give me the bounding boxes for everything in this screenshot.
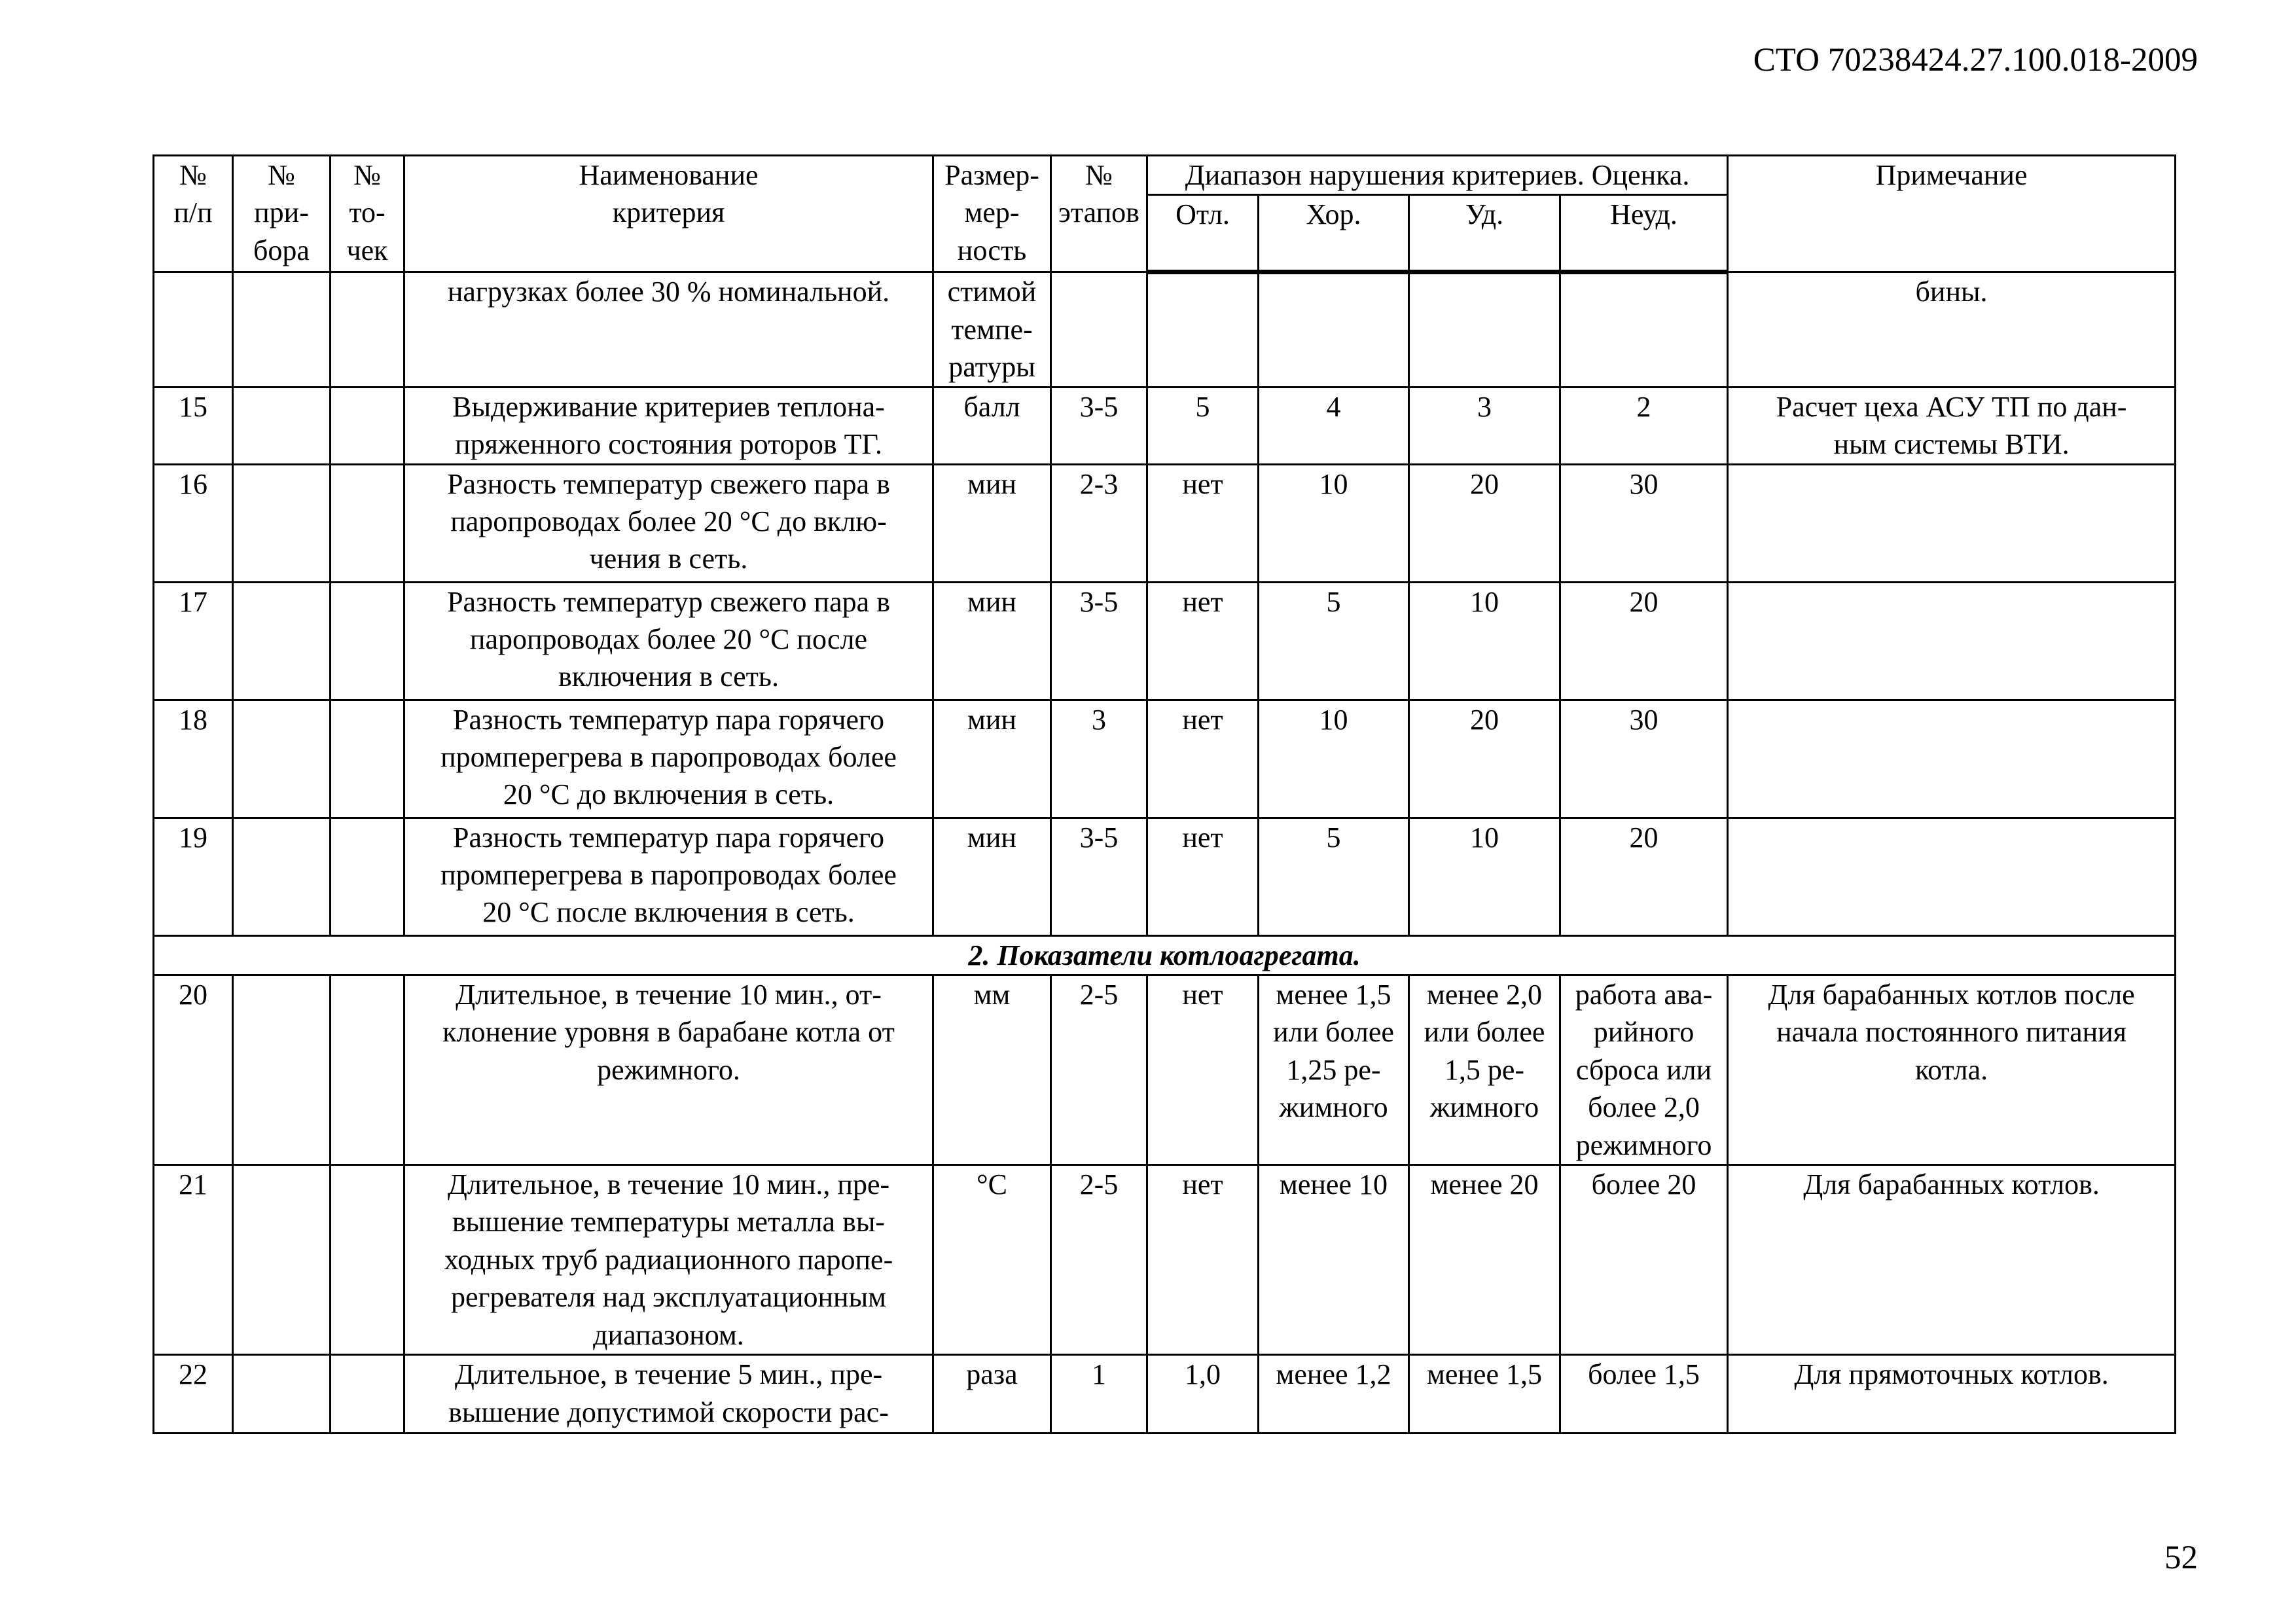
- cell-name: Длительное, в течение 10 мин., пре- вышение температуры металла вы- ходных труб радиационного паропе- регревателя над эксплуатационным диапазоном.: [404, 1165, 933, 1355]
- cell-name: Разность температур свежего пара в паропроводах более 20 °С после включения в сеть.: [404, 582, 933, 700]
- cell-stages: 2-5: [1051, 975, 1147, 1165]
- cell-unsatisfactory: более 1,5: [1560, 1355, 1728, 1434]
- header-note: Примечание: [1728, 156, 2176, 272]
- cell-unit: мин: [933, 700, 1051, 818]
- header-excellent: Отл.: [1147, 195, 1259, 272]
- header-unit: Размер- мер- ность: [933, 156, 1051, 272]
- cell-satisfactory: 10: [1409, 818, 1560, 935]
- cell-unsatisfactory: 20: [1560, 582, 1728, 700]
- page-number: 52: [2164, 1540, 2198, 1576]
- cell-unsatisfactory: 20: [1560, 818, 1728, 935]
- cell-point: [331, 272, 404, 387]
- table-row: [154, 1165, 2176, 1355]
- table-row: [154, 387, 2176, 464]
- cell-device: [233, 700, 331, 818]
- header-good: Хор.: [1259, 195, 1409, 272]
- cell-name: Разность температур пара горячего промперегрева в паропроводах более 20 °С до включения в сеть.: [404, 700, 933, 818]
- cell-satisfactory: 10: [1409, 582, 1560, 700]
- cell-point: [331, 1355, 404, 1434]
- cell-satisfactory: менее 20: [1409, 1165, 1560, 1355]
- cell-unsatisfactory: работа ава- рийного сброса или более 2,0 режимного: [1560, 975, 1728, 1165]
- table-row: [154, 700, 2176, 818]
- cell-name: Длительное, в течение 5 мин., пре- вышение допустимой скорости рас-: [404, 1355, 933, 1434]
- cell-excellent: нет: [1147, 818, 1259, 935]
- cell-excellent: нет: [1147, 582, 1259, 700]
- header-satisfactory: Уд.: [1409, 195, 1560, 272]
- cell-excellent: 5: [1147, 387, 1259, 464]
- cell-name: Выдерживание критериев теплона- пряженного состояния роторов ТГ.: [404, 387, 933, 464]
- cell-note: Для барабанных котлов.: [1728, 1165, 2176, 1355]
- cell-device: [233, 975, 331, 1165]
- cell-point: [331, 818, 404, 935]
- cell-excellent: 1,0: [1147, 1355, 1259, 1434]
- cell-note: Расчет цеха АСУ ТП по дан- ным системы ВТИ.: [1728, 387, 2176, 464]
- cell-point: [331, 582, 404, 700]
- cell-point: [331, 387, 404, 464]
- cell-stages: 3-5: [1051, 818, 1147, 935]
- cell-note: Для прямоточных котлов.: [1728, 1355, 2176, 1434]
- header-point: № то- чек: [331, 156, 404, 272]
- cell-stages: 2-5: [1051, 1165, 1147, 1355]
- cell-unsatisfactory: [1560, 272, 1728, 387]
- cell-device: [233, 818, 331, 935]
- cell-unit: мин: [933, 582, 1051, 700]
- cell-num: 21: [154, 1165, 233, 1355]
- cell-satisfactory: менее 2,0 или более 1,5 ре- жимного: [1409, 975, 1560, 1165]
- cell-good: [1259, 272, 1409, 387]
- cell-num: 20: [154, 975, 233, 1165]
- cell-point: [331, 700, 404, 818]
- cell-excellent: нет: [1147, 975, 1259, 1165]
- cell-num: 16: [154, 464, 233, 582]
- cell-point: [331, 464, 404, 582]
- cell-unit: стимой темпе- ратуры: [933, 272, 1051, 387]
- table-row: [154, 1355, 2176, 1434]
- cell-num: 17: [154, 582, 233, 700]
- criteria-table: [152, 154, 2176, 1434]
- cell-device: [233, 464, 331, 582]
- cell-good: менее 1,5 или более 1,25 ре- жимного: [1259, 975, 1409, 1165]
- cell-excellent: нет: [1147, 700, 1259, 818]
- table-row: [154, 818, 2176, 935]
- cell-unsatisfactory: более 20: [1560, 1165, 1728, 1355]
- cell-device: [233, 582, 331, 700]
- cell-note: [1728, 464, 2176, 582]
- cell-unit: балл: [933, 387, 1051, 464]
- cell-satisfactory: 20: [1409, 700, 1560, 818]
- cell-unit: мин: [933, 818, 1051, 935]
- table-row: [154, 272, 2176, 387]
- cell-stages: 2-3: [1051, 464, 1147, 582]
- section-title: 2. Показатели котлоагрегата.: [154, 935, 2176, 975]
- header-stages: № этапов: [1051, 156, 1147, 272]
- cell-good: менее 1,2: [1259, 1355, 1409, 1434]
- cell-num: 19: [154, 818, 233, 935]
- cell-excellent: [1147, 272, 1259, 387]
- cell-name: Разность температур свежего пара в паропроводах более 20 °С до вклю- чения в сеть.: [404, 464, 933, 582]
- cell-note: [1728, 818, 2176, 935]
- cell-stages: [1051, 272, 1147, 387]
- cell-note: [1728, 700, 2176, 818]
- cell-good: 10: [1259, 464, 1409, 582]
- cell-unit: °С: [933, 1165, 1051, 1355]
- header-num: № п/п: [154, 156, 233, 272]
- cell-satisfactory: 20: [1409, 464, 1560, 582]
- cell-device: [233, 387, 331, 464]
- cell-name: Разность температур пара горячего промперегрева в паропроводах более 20 °С после включения в сеть.: [404, 818, 933, 935]
- cell-excellent: нет: [1147, 464, 1259, 582]
- cell-excellent: нет: [1147, 1165, 1259, 1355]
- header-violation-range: Диапазон нарушения критериев. Оценка.: [1147, 156, 1728, 195]
- cell-stages: 3-5: [1051, 387, 1147, 464]
- cell-stages: 3: [1051, 700, 1147, 818]
- table-row: [154, 582, 2176, 700]
- header-unsatisfactory: Неуд.: [1560, 195, 1728, 272]
- document-code: СТО 70238424.27.100.018-2009: [1753, 42, 2198, 79]
- cell-device: [233, 1165, 331, 1355]
- cell-unsatisfactory: 30: [1560, 464, 1728, 582]
- cell-unit: мм: [933, 975, 1051, 1165]
- cell-unit: раза: [933, 1355, 1051, 1434]
- table-row: [154, 975, 2176, 1165]
- cell-good: менее 10: [1259, 1165, 1409, 1355]
- cell-device: [233, 1355, 331, 1434]
- cell-note: бины.: [1728, 272, 2176, 387]
- cell-unit: мин: [933, 464, 1051, 582]
- cell-satisfactory: [1409, 272, 1560, 387]
- cell-num: 22: [154, 1355, 233, 1434]
- cell-note: [1728, 582, 2176, 700]
- cell-num: 15: [154, 387, 233, 464]
- cell-stages: 3-5: [1051, 582, 1147, 700]
- cell-point: [331, 1165, 404, 1355]
- cell-stages: 1: [1051, 1355, 1147, 1434]
- cell-satisfactory: 3: [1409, 387, 1560, 464]
- cell-note: Для барабанных котлов после начала постоянного питания котла.: [1728, 975, 2176, 1165]
- cell-good: 5: [1259, 818, 1409, 935]
- cell-good: 10: [1259, 700, 1409, 818]
- cell-name: нагрузках более 30 % номинальной.: [404, 272, 933, 387]
- header-device: № при- бора: [233, 156, 331, 272]
- cell-device: [233, 272, 331, 387]
- cell-satisfactory: менее 1,5: [1409, 1355, 1560, 1434]
- cell-good: 4: [1259, 387, 1409, 464]
- cell-unsatisfactory: 2: [1560, 387, 1728, 464]
- cell-name: Длительное, в течение 10 мин., от- клонение уровня в барабане котла от режимного.: [404, 975, 933, 1165]
- cell-num: [154, 272, 233, 387]
- header-criterion-name: Наименование критерия: [404, 156, 933, 272]
- cell-unsatisfactory: 30: [1560, 700, 1728, 818]
- cell-point: [331, 975, 404, 1165]
- cell-good: 5: [1259, 582, 1409, 700]
- cell-num: 18: [154, 700, 233, 818]
- table-row: [154, 464, 2176, 582]
